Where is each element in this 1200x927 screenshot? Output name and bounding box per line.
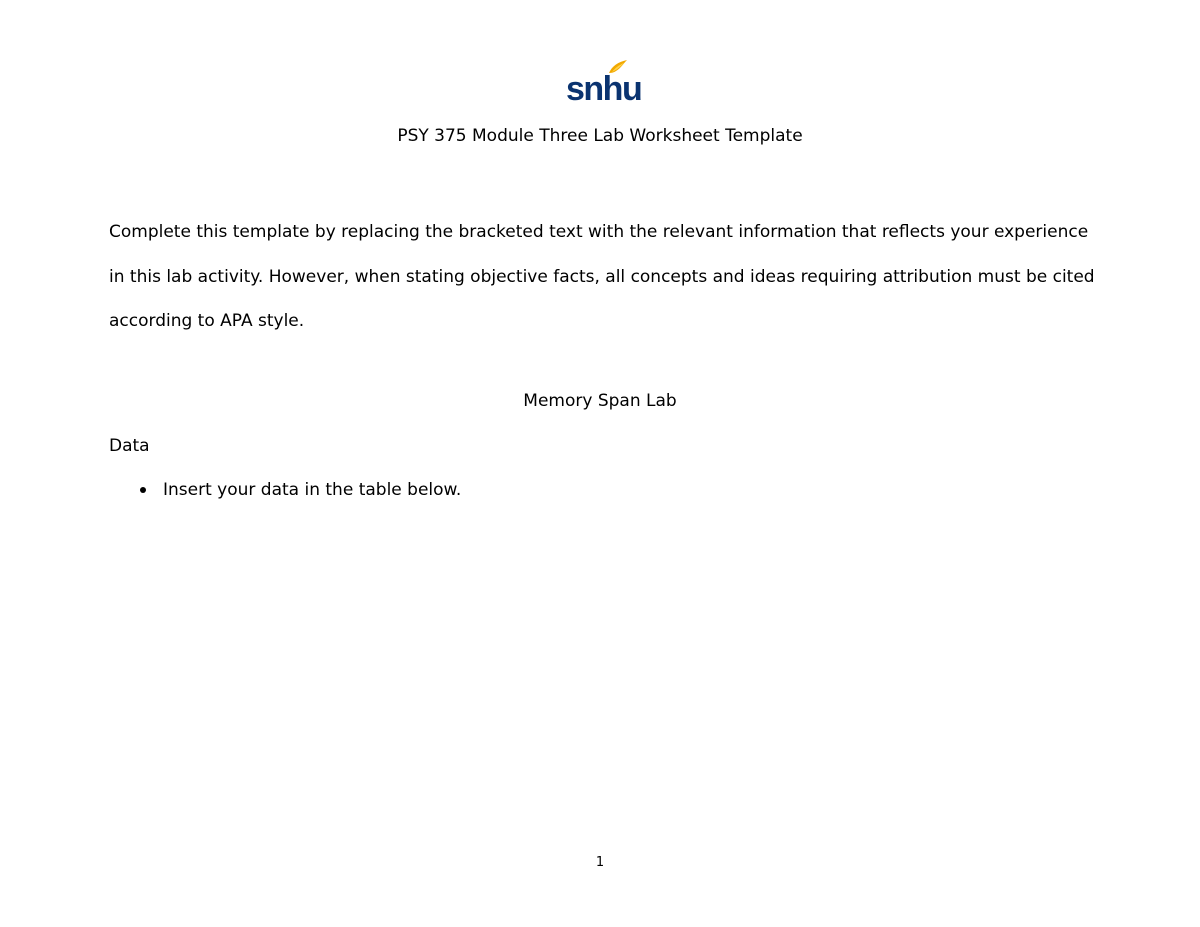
instructions-paragraph: Complete this template by replacing the bracketed text with the relevant information that reflects your experience in this lab activity. However, when stating objective facts, all concepts and ideas requiring attribution must be cited according to APA style.: [109, 222, 1095, 331]
list-item-text: Insert your data in the table below.: [163, 480, 462, 500]
snhu-logo: [565, 57, 642, 108]
data-heading: Data: [109, 436, 150, 456]
page-number: 1: [595, 855, 605, 870]
bullet-list: [109, 479, 461, 501]
bullet-icon: [140, 487, 146, 493]
list-item: [109, 479, 461, 501]
document-title: PSY 375 Module Three Lab Worksheet Template: [397, 126, 803, 146]
snhu-logo-graphic: [565, 57, 642, 108]
logo-text: snhu: [566, 70, 642, 108]
section-title: Memory Span Lab: [523, 391, 677, 411]
